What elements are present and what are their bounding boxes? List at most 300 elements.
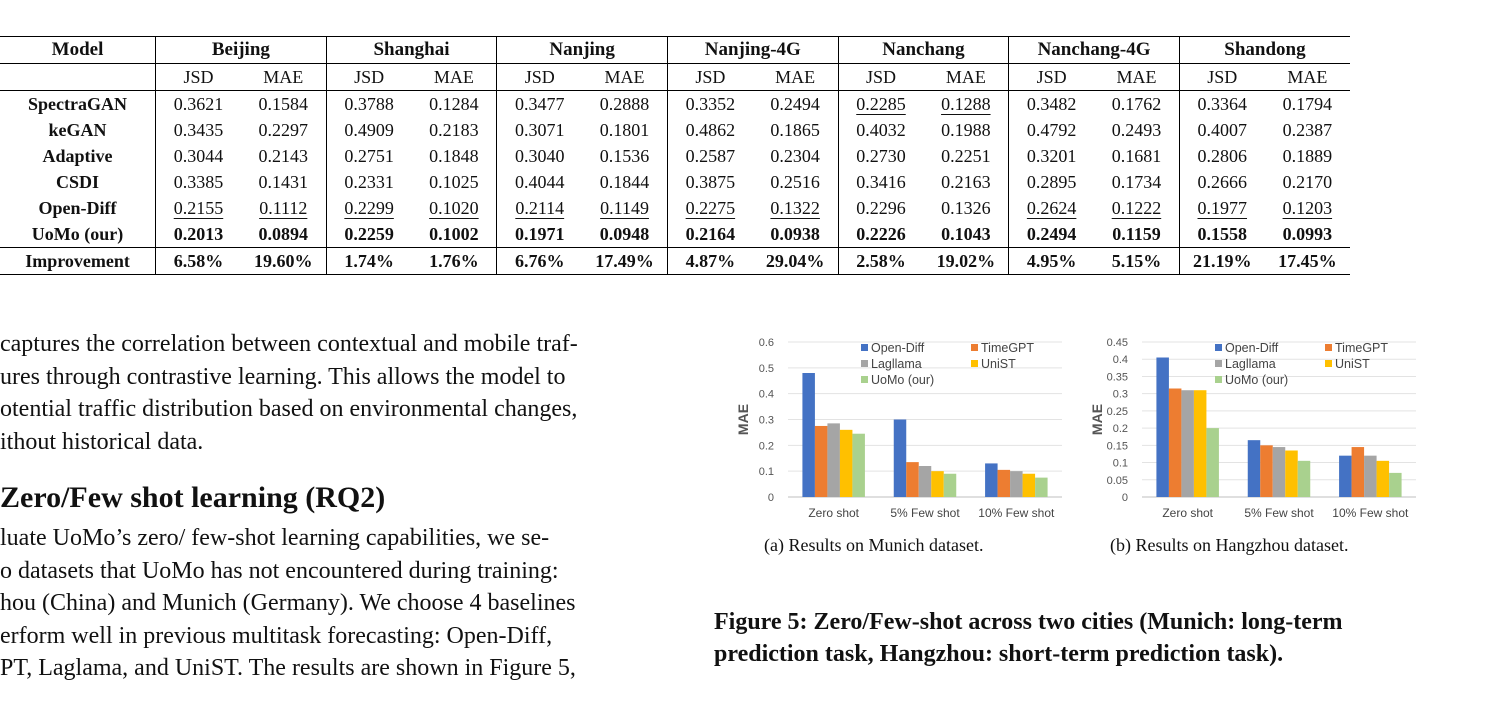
- improvement-value: 1.74%: [326, 248, 411, 275]
- model-name: UoMo (our): [0, 221, 156, 248]
- cell-value: 0.1043: [941, 223, 991, 244]
- cell-value: 0.1284: [429, 93, 479, 114]
- cell-value: 0.1681: [1111, 145, 1162, 166]
- cell-value: 0.3352: [685, 93, 736, 114]
- cell-value: 0.2624: [1026, 197, 1077, 218]
- cell-value: 0.4007: [1197, 119, 1248, 140]
- table-cell: [582, 143, 667, 169]
- y-tick-label: 0.2: [758, 440, 774, 453]
- table-cell: [838, 195, 923, 221]
- table-cell: [412, 195, 497, 221]
- bar-open-diff: [1248, 440, 1261, 497]
- table-row: [0, 221, 1350, 248]
- cell-value: 0.2164: [685, 223, 736, 244]
- cell-value: 0.3477: [514, 93, 565, 114]
- cell-value: 0.1977: [1197, 197, 1248, 218]
- text-line: ithout historical data.: [0, 428, 204, 455]
- bar-unist: [1023, 474, 1036, 497]
- table-cell: [326, 143, 411, 169]
- table-cell: [1179, 169, 1264, 195]
- improvement-value: 17.45%: [1265, 248, 1350, 275]
- legend-swatch: [861, 344, 868, 351]
- cell-value: 0.0948: [599, 223, 650, 244]
- table-cell: [1179, 195, 1264, 221]
- legend-swatch: [1215, 360, 1222, 367]
- table-cell: [1265, 143, 1350, 169]
- table-cell: [582, 91, 667, 118]
- cell-value: 0.4909: [344, 119, 394, 140]
- legend-swatch: [861, 376, 868, 383]
- model-name: SpectraGAN: [0, 91, 156, 118]
- improvement-value: 4.95%: [1009, 248, 1094, 275]
- improvement-value: 6.58%: [156, 248, 241, 275]
- legend-label: Lagllama: [871, 357, 922, 371]
- chart-hangzhou: [1080, 330, 1420, 530]
- body-text: [0, 328, 650, 702]
- improvement-value: 21.19%: [1179, 248, 1264, 275]
- table-cell: [923, 117, 1008, 143]
- blank-cell: [0, 64, 156, 91]
- cell-value: 0.2143: [258, 145, 309, 166]
- table-row: [0, 195, 1350, 221]
- y-tick-label: 0.05: [1106, 474, 1128, 487]
- bar-lagllama: [1181, 390, 1194, 497]
- y-tick-label: 0.25: [1106, 405, 1128, 418]
- table-cell: [753, 195, 838, 221]
- bar-timegpt: [906, 462, 919, 497]
- legend-label: UoMo (our): [1225, 373, 1289, 387]
- cell-value: 0.1988: [941, 119, 991, 140]
- cell-value: 0.2304: [770, 145, 820, 166]
- y-axis-label: MAE: [1089, 403, 1105, 436]
- table-cell: [412, 117, 497, 143]
- table-cell: [497, 91, 582, 118]
- x-tick-label: Zero shot: [808, 506, 860, 520]
- legend-swatch: [971, 344, 978, 351]
- table-cell: [923, 195, 1008, 221]
- table-cell: [838, 91, 923, 118]
- model-name: CSDI: [0, 169, 156, 195]
- bar-timegpt: [1260, 445, 1273, 497]
- improvement-value: 19.60%: [241, 248, 326, 275]
- x-tick-label: 5% Few shot: [1244, 506, 1314, 520]
- table-cell: [1265, 91, 1350, 118]
- y-tick-label: 0.4: [758, 388, 774, 401]
- cell-value: 0.1762: [1111, 93, 1162, 114]
- table-cell: [326, 221, 411, 248]
- cell-value: 0.1149: [600, 197, 649, 218]
- bar-uomo-our: [1206, 428, 1219, 497]
- text-line: otential traffic distribution based on environmental changes,: [0, 396, 578, 422]
- bar-timegpt: [815, 426, 828, 497]
- cell-value: 0.3416: [856, 171, 906, 192]
- legend-label: UniST: [1335, 357, 1370, 371]
- cell-value: 0.2494: [770, 93, 820, 114]
- metric-header: JSD: [1179, 64, 1264, 91]
- improvement-value: 5.15%: [1094, 248, 1179, 275]
- table-cell: [497, 221, 582, 248]
- table-cell: [753, 221, 838, 248]
- bar-chart-svg: [1080, 330, 1420, 530]
- cell-value: 0.2730: [856, 145, 906, 166]
- legend-swatch: [1325, 344, 1332, 351]
- model-name: Adaptive: [0, 143, 156, 169]
- table-cell: [753, 117, 838, 143]
- table-cell: [156, 91, 241, 118]
- city-header: Shandong: [1179, 37, 1350, 64]
- figure-caption-line-2: prediction task, Hangzhou: short-term prediction task).: [714, 641, 1284, 667]
- metric-header: MAE: [923, 64, 1008, 91]
- table-cell: [582, 117, 667, 143]
- table-cell: [156, 169, 241, 195]
- table-row: [0, 143, 1350, 169]
- cell-value: 0.1536: [599, 145, 650, 166]
- legend-swatch: [1325, 360, 1332, 367]
- table-cell: [156, 117, 241, 143]
- x-tick-label: 10% Few shot: [1332, 506, 1409, 520]
- cell-value: 0.1865: [770, 119, 820, 140]
- city-header: Beijing: [156, 37, 327, 64]
- table-cell: [1265, 117, 1350, 143]
- y-tick-label: 0.1: [758, 466, 774, 479]
- bar-open-diff: [985, 463, 998, 497]
- table-cell: [497, 169, 582, 195]
- cell-value: 0.2666: [1197, 171, 1248, 192]
- table-cell: [923, 143, 1008, 169]
- table-cell: [582, 221, 667, 248]
- bar-uomo-our: [852, 434, 864, 497]
- metric-header: MAE: [241, 64, 326, 91]
- text-line: captures the correlation between contextual and mobile traf-: [0, 331, 578, 357]
- y-tick-label: 0.35: [1106, 371, 1128, 384]
- bar-chart-svg: [726, 330, 1066, 530]
- table-cell: [923, 221, 1008, 248]
- bar-uomo-our: [1389, 473, 1402, 497]
- table-cell: [241, 221, 326, 248]
- table-cell: [1265, 169, 1350, 195]
- cell-value: 0.1159: [1112, 223, 1161, 244]
- cell-value: 0.0894: [258, 223, 309, 244]
- cell-value: 0.0938: [770, 223, 820, 244]
- cell-value: 0.3788: [344, 93, 394, 114]
- cell-value: 0.2259: [344, 223, 394, 244]
- table-cell: [667, 143, 752, 169]
- cell-value: 0.1112: [259, 197, 308, 218]
- table-cell: [326, 195, 411, 221]
- text-line: luate UoMo’s zero/ few-shot learning capabilities, we se-: [0, 525, 550, 551]
- y-axis-label: MAE: [735, 403, 751, 436]
- table-cell: [241, 117, 326, 143]
- metric-header: JSD: [497, 64, 582, 91]
- subcaption-munich: (a) Results on Munich dataset.: [764, 535, 984, 555]
- y-tick-label: 0.6: [758, 337, 774, 349]
- improvement-value: 6.76%: [497, 248, 582, 275]
- legend-label: UoMo (our): [871, 373, 935, 387]
- cell-value: 0.1801: [599, 119, 650, 140]
- table-cell: [838, 143, 923, 169]
- y-tick-label: 0.2: [1112, 423, 1128, 436]
- table-cell: [1009, 117, 1094, 143]
- legend-label: UniST: [981, 357, 1016, 371]
- bar-lagllama: [1273, 447, 1286, 497]
- improvement-value: 29.04%: [753, 248, 838, 275]
- cell-value: 0.1889: [1282, 145, 1333, 166]
- metric-header: MAE: [582, 64, 667, 91]
- table-cell: [241, 91, 326, 118]
- y-tick-label: 0: [767, 492, 774, 504]
- cell-value: 0.3621: [173, 93, 224, 114]
- table-cell: [923, 91, 1008, 118]
- metric-header: JSD: [326, 64, 411, 91]
- legend-swatch: [971, 360, 978, 367]
- metric-header: JSD: [838, 64, 923, 91]
- table-cell: [412, 91, 497, 118]
- cell-value: 0.2296: [856, 197, 906, 218]
- cell-value: 0.1431: [258, 171, 309, 192]
- y-tick-label: 0.15: [1106, 440, 1128, 453]
- improvement-value: 2.58%: [838, 248, 923, 275]
- bar-open-diff: [1156, 358, 1169, 498]
- y-tick-label: 0.1: [1112, 457, 1128, 470]
- table-cell: [241, 195, 326, 221]
- improvement-value: 19.02%: [923, 248, 1008, 275]
- table-row: [0, 91, 1350, 118]
- bar-lagllama: [1364, 456, 1377, 497]
- improvement-label: Improvement: [0, 248, 156, 275]
- text-line: o datasets that UoMo has not encountered during training:: [0, 557, 559, 584]
- table-cell: [582, 169, 667, 195]
- bar-open-diff: [1339, 456, 1352, 497]
- table-cell: [1094, 221, 1179, 248]
- metric-header: JSD: [156, 64, 241, 91]
- table-cell: [241, 143, 326, 169]
- table-cell: [1265, 195, 1350, 221]
- model-header: Model: [0, 37, 156, 64]
- cell-value: 0.2331: [344, 171, 394, 192]
- table-cell: [923, 169, 1008, 195]
- bar-timegpt: [998, 470, 1011, 497]
- table-cell: [412, 221, 497, 248]
- x-tick-label: Zero shot: [1162, 506, 1214, 520]
- table-cell: [1179, 143, 1264, 169]
- cell-value: 0.2516: [770, 171, 820, 192]
- table-cell: [326, 91, 411, 118]
- cell-value: 0.3482: [1026, 93, 1077, 114]
- legend-label: Lagllama: [1225, 357, 1276, 371]
- city-header: Nanchang-4G: [1009, 37, 1180, 64]
- table-cell: [667, 117, 752, 143]
- model-name: Open-Diff: [0, 195, 156, 221]
- cell-value: 0.2806: [1197, 145, 1248, 166]
- table-cell: [838, 221, 923, 248]
- y-tick-label: 0.45: [1106, 337, 1128, 349]
- bar-uomo-our: [944, 474, 957, 497]
- chart-munich: [726, 330, 1066, 530]
- y-tick-label: 0.5: [758, 362, 774, 375]
- table-cell: [1094, 143, 1179, 169]
- table-cell: [1094, 117, 1179, 143]
- y-tick-label: 0.3: [758, 414, 774, 427]
- metric-header: MAE: [1265, 64, 1350, 91]
- legend-label: Open-Diff: [1225, 341, 1279, 355]
- cell-value: 0.2183: [429, 119, 479, 140]
- table-cell: [667, 195, 752, 221]
- text-line: erform well in previous multitask forecasting: Open-Diff,: [0, 622, 553, 649]
- table-cell: [1179, 221, 1264, 248]
- legend-label: Open-Diff: [871, 341, 925, 355]
- cell-value: 0.1222: [1111, 197, 1162, 218]
- cell-value: 0.2587: [685, 145, 736, 166]
- city-header: Nanjing-4G: [667, 37, 838, 64]
- cell-value: 0.2226: [856, 223, 906, 244]
- metric-header: MAE: [412, 64, 497, 91]
- table-cell: [412, 143, 497, 169]
- bar-uomo-our: [1035, 478, 1048, 497]
- bar-lagllama: [919, 466, 932, 497]
- cell-value: 0.3385: [173, 171, 224, 192]
- cell-value: 0.0993: [1282, 223, 1333, 244]
- legend-swatch: [1215, 376, 1222, 383]
- text-line: hou (China) and Munich (Germany). We choose 4 baselines: [0, 590, 576, 616]
- bar-unist: [840, 430, 853, 497]
- cell-value: 0.2170: [1282, 171, 1333, 192]
- bar-timegpt: [1169, 389, 1182, 498]
- cell-value: 0.1326: [941, 197, 991, 218]
- y-tick-label: 0: [1121, 492, 1128, 504]
- cell-value: 0.1203: [1282, 197, 1333, 218]
- bar-unist: [1377, 461, 1390, 497]
- cell-value: 0.2275: [685, 197, 736, 218]
- cell-value: 0.2494: [1026, 223, 1077, 244]
- section-heading: Zero/Few shot learning (RQ2): [0, 481, 386, 514]
- table-cell: [497, 117, 582, 143]
- cell-value: 0.1844: [599, 171, 650, 192]
- table-cell: [753, 143, 838, 169]
- cell-value: 0.2013: [173, 223, 224, 244]
- city-header: Shanghai: [326, 37, 497, 64]
- cell-value: 0.1002: [429, 223, 479, 244]
- figure-caption-line-1: Figure 5: Zero/Few-shot across two cities (Munich: long-term: [714, 609, 1343, 635]
- improvement-row: [0, 248, 1350, 275]
- paragraph-2: [0, 522, 650, 685]
- subcaption-hangzhou: (b) Results on Hangzhou dataset.: [1110, 535, 1349, 555]
- table-cell: [1179, 91, 1264, 118]
- model-name: keGAN: [0, 117, 156, 143]
- cell-value: 0.1584: [258, 93, 309, 114]
- y-tick-label: 0.3: [1112, 388, 1128, 401]
- table-cell: [1009, 169, 1094, 195]
- table-row: [0, 169, 1350, 195]
- table-cell: [326, 169, 411, 195]
- cell-value: 0.2297: [258, 119, 309, 140]
- cell-value: 0.1848: [429, 145, 479, 166]
- table-cell: [1009, 143, 1094, 169]
- cell-value: 0.2888: [599, 93, 650, 114]
- text-line: ures through contrastive learning. This allows the model to: [0, 363, 566, 390]
- cell-value: 0.1794: [1282, 93, 1333, 114]
- table-cell: [497, 195, 582, 221]
- improvement-value: 1.76%: [412, 248, 497, 275]
- cell-value: 0.3040: [514, 145, 565, 166]
- table-cell: [1009, 91, 1094, 118]
- bar-unist: [931, 471, 944, 497]
- cell-value: 0.1558: [1197, 223, 1248, 244]
- cell-value: 0.2163: [941, 171, 991, 192]
- table-cell: [1094, 169, 1179, 195]
- table-cell: [753, 169, 838, 195]
- metric-header: MAE: [1094, 64, 1179, 91]
- table-cell: [1265, 221, 1350, 248]
- improvement-value: 4.87%: [667, 248, 752, 275]
- cell-value: 0.3071: [514, 119, 565, 140]
- x-tick-label: 10% Few shot: [978, 506, 1055, 520]
- cell-value: 0.3044: [173, 145, 224, 166]
- table-cell: [326, 117, 411, 143]
- city-header: Nanjing: [497, 37, 668, 64]
- results-table: [0, 36, 1350, 275]
- table-cell: [838, 169, 923, 195]
- cell-value: 0.4032: [856, 119, 906, 140]
- cell-value: 0.2114: [515, 197, 565, 218]
- cell-value: 0.1734: [1111, 171, 1162, 192]
- cell-value: 0.4862: [685, 119, 736, 140]
- table-cell: [1094, 195, 1179, 221]
- legend-label: TimeGPT: [981, 341, 1035, 355]
- cell-value: 0.1288: [941, 93, 991, 114]
- table-cell: [667, 91, 752, 118]
- bar-lagllama: [827, 423, 840, 497]
- bar-unist: [1194, 390, 1207, 497]
- text-line: PT, Laglama, and UniST. The results are shown in Figure 5,: [0, 655, 576, 681]
- cell-value: 0.3875: [685, 171, 736, 192]
- bar-timegpt: [1352, 447, 1365, 497]
- table-cell: [667, 169, 752, 195]
- table-cell: [241, 169, 326, 195]
- cell-value: 0.2895: [1026, 171, 1077, 192]
- metric-header: MAE: [753, 64, 838, 91]
- table-cell: [1094, 91, 1179, 118]
- cell-value: 0.2387: [1282, 119, 1333, 140]
- cell-value: 0.4044: [514, 171, 565, 192]
- bar-lagllama: [1010, 471, 1023, 497]
- table-cell: [497, 143, 582, 169]
- legend-swatch: [1215, 344, 1222, 351]
- figure-caption: [714, 606, 1474, 670]
- cell-value: 0.2285: [856, 93, 906, 114]
- cell-value: 0.1025: [429, 171, 479, 192]
- table-cell: [1179, 117, 1264, 143]
- table-cell: [156, 143, 241, 169]
- paragraph-1: [0, 328, 650, 458]
- bar-unist: [1285, 451, 1298, 498]
- cell-value: 0.4792: [1026, 119, 1077, 140]
- cell-value: 0.2493: [1111, 119, 1162, 140]
- cell-value: 0.1020: [429, 197, 479, 218]
- table-cell: [156, 195, 241, 221]
- cell-value: 0.2155: [173, 197, 224, 218]
- bar-open-diff: [894, 420, 907, 498]
- bar-open-diff: [802, 373, 815, 497]
- table-cell: [1009, 221, 1094, 248]
- table-cell: [156, 221, 241, 248]
- cell-value: 0.2751: [344, 145, 394, 166]
- city-header: Nanchang: [838, 37, 1009, 64]
- metric-header: JSD: [1009, 64, 1094, 91]
- improvement-value: 17.49%: [582, 248, 667, 275]
- cell-value: 0.3201: [1026, 145, 1077, 166]
- cell-value: 0.1322: [770, 197, 820, 218]
- cell-value: 0.2299: [344, 197, 394, 218]
